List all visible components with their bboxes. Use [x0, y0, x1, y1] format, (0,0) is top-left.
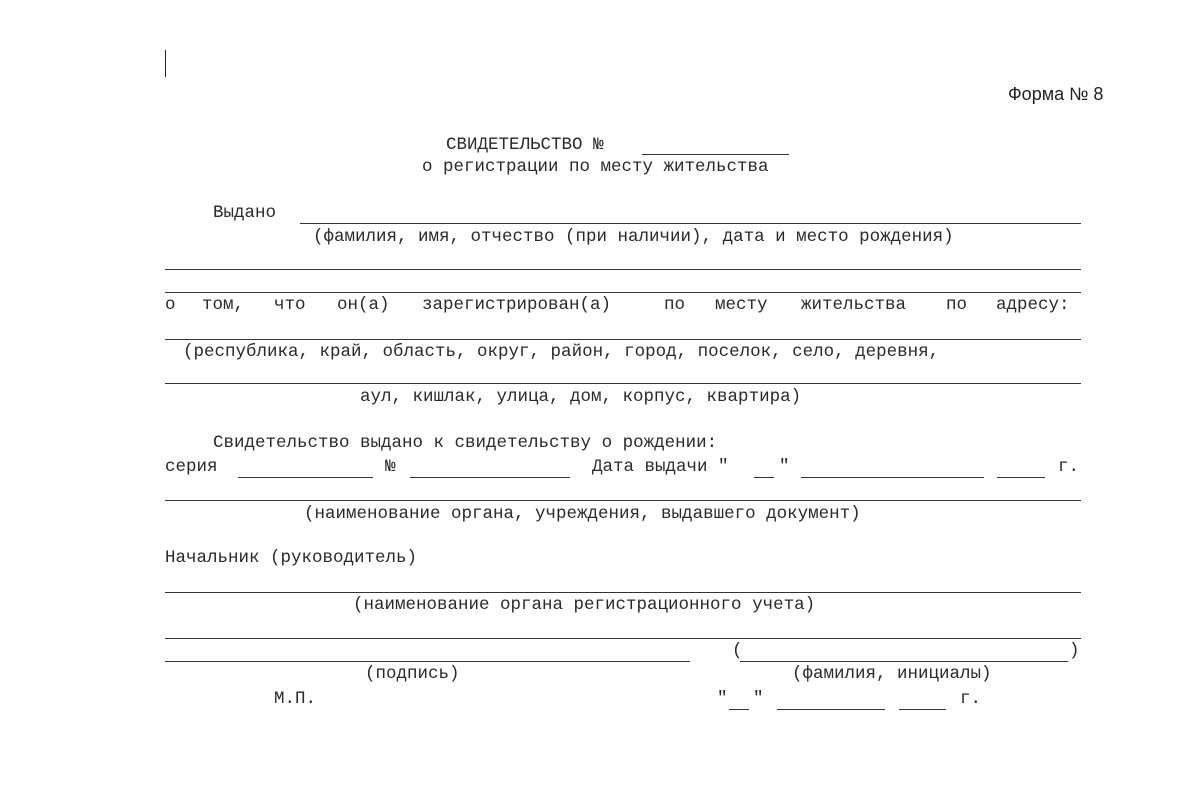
date-day-field[interactable] [729, 709, 749, 710]
registry-authority-field[interactable] [165, 592, 1081, 593]
address-hint-1: (республика, край, область, округ, район, город, поселок, село, деревня, [183, 342, 940, 362]
address-word: месту [715, 295, 768, 315]
certificate-number-field[interactable] [642, 154, 789, 155]
issue-date-label: Дата выдачи " [592, 457, 729, 477]
name-open-paren: ( [732, 641, 743, 661]
issued-hint: (фамилия, имя, отчество (при наличии), дата и место рождения) [313, 227, 954, 247]
certificate-subtitle: о регистрации по месту жительства [422, 157, 769, 177]
address-word: зарегистрирован(а) [422, 295, 612, 315]
address-hint-2: аул, кишлак, улица, дом, корпус, квартира) [360, 387, 802, 407]
date-year-suffix: г. [960, 689, 982, 709]
address-field-2[interactable] [165, 383, 1081, 384]
address-field-1[interactable] [165, 339, 1081, 340]
issue-day-field[interactable] [754, 477, 774, 478]
date-close-quote: " [753, 689, 764, 709]
head-label: Начальник (руководитель) [165, 548, 418, 568]
date-year-field[interactable] [899, 709, 946, 710]
address-word: он(а) [337, 295, 390, 315]
text-cursor [165, 50, 166, 77]
date-month-field[interactable] [777, 709, 885, 710]
certificate-title: СВИДЕТЕЛЬСТВО № [446, 135, 604, 155]
name-initials-field[interactable] [740, 661, 1068, 662]
issued-to-field[interactable] [300, 223, 1081, 224]
issuer-field[interactable] [165, 500, 1081, 501]
address-word: по [664, 295, 686, 315]
issued-to-field-2[interactable] [165, 269, 1081, 270]
form-number-label: Форма № 8 [1008, 84, 1104, 104]
series-label: серия [165, 457, 218, 477]
issue-day-close-quote: " [779, 457, 790, 477]
registry-authority-field-2[interactable] [165, 638, 1081, 639]
issue-year-suffix: г. [1058, 457, 1080, 477]
stamp-label: М.П. [274, 689, 317, 709]
series-field[interactable] [238, 477, 373, 478]
number-label: № [385, 457, 396, 477]
address-word: жительства [801, 295, 907, 315]
address-word: адресу: [996, 295, 1070, 315]
address-word: что [274, 295, 306, 315]
number-field[interactable] [410, 477, 570, 478]
date-open-quote: " [717, 689, 728, 709]
issued-to-field-3[interactable] [165, 292, 1081, 293]
address-word: по [946, 295, 968, 315]
issued-label: Выдано [213, 203, 277, 223]
address-word: том, [202, 295, 245, 315]
address-word: о [165, 295, 176, 315]
birth-certificate-line: Свидетельство выдано к свидетельству о рождении: [213, 433, 718, 453]
issuer-hint: (наименование органа, учреждения, выдавшего документ) [304, 504, 861, 524]
issue-month-field[interactable] [801, 477, 984, 478]
name-hint: (фамилия, инициалы) [792, 664, 992, 684]
signature-hint: (подпись) [365, 664, 460, 684]
signature-field[interactable] [165, 661, 690, 662]
registry-hint: (наименование органа регистрационного учета) [353, 595, 816, 615]
issue-year-field[interactable] [997, 477, 1045, 478]
name-close-paren: ) [1069, 641, 1080, 661]
